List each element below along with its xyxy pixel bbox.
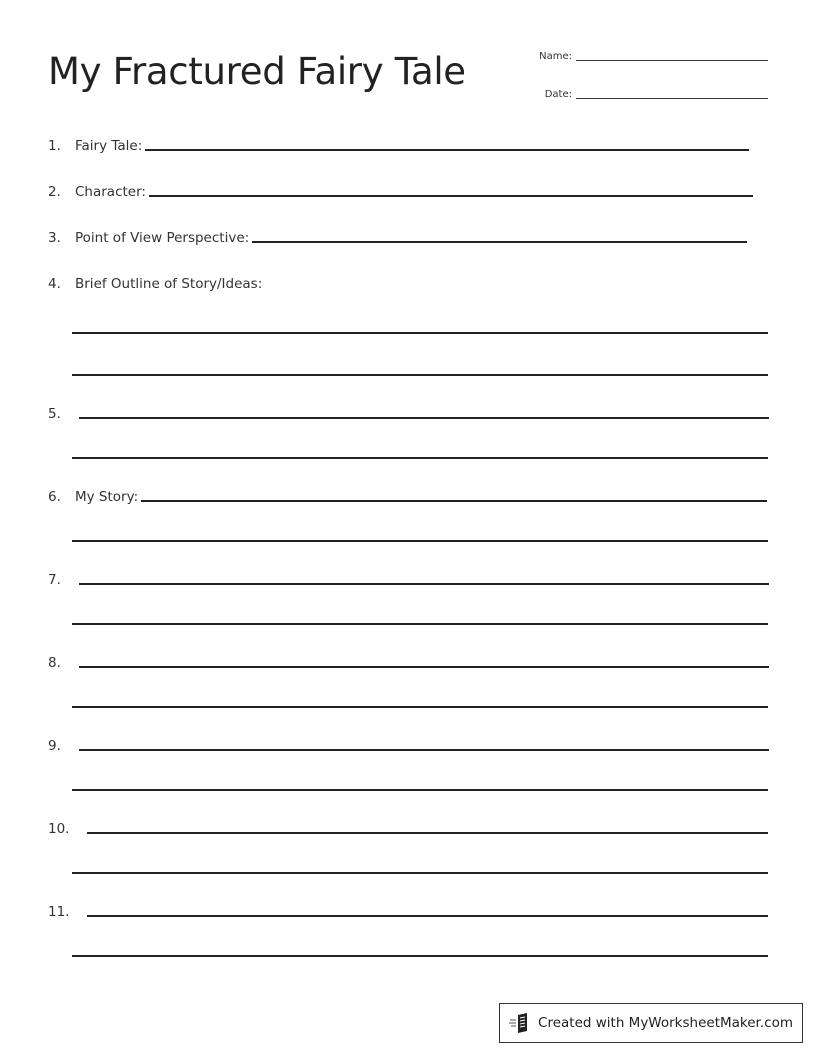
- worksheet-logo-icon: [509, 1013, 531, 1033]
- item-8: [48, 655, 769, 671]
- item-number: 8.: [48, 655, 61, 671]
- writing-line[interactable]: [72, 457, 768, 459]
- writing-line[interactable]: [79, 583, 769, 585]
- item-number: 5.: [48, 406, 61, 422]
- item-5: [48, 406, 769, 422]
- writing-line[interactable]: [79, 666, 769, 668]
- item-number: 4.: [48, 276, 61, 292]
- date-label: Date:: [544, 89, 572, 100]
- writing-line[interactable]: [79, 417, 769, 419]
- item-character: [48, 184, 753, 200]
- item-9: [48, 738, 769, 754]
- writing-line[interactable]: [72, 955, 768, 957]
- item-7: [48, 572, 769, 588]
- my-story-input-line[interactable]: [141, 500, 767, 502]
- point-of-view-input-line[interactable]: [252, 241, 747, 243]
- writing-line[interactable]: [87, 915, 768, 917]
- writing-line[interactable]: [72, 374, 768, 376]
- item-number: 2.: [48, 184, 61, 200]
- name-field[interactable]: [522, 51, 768, 62]
- item-number: 11.: [48, 904, 70, 920]
- writing-line[interactable]: [72, 872, 768, 874]
- footer-badge[interactable]: [499, 1003, 803, 1043]
- item-point-of-view: [48, 230, 747, 246]
- item-10: [48, 821, 768, 837]
- item-fairy-tale: [48, 138, 749, 154]
- name-input-line[interactable]: [576, 60, 768, 61]
- item-my-story: [48, 489, 767, 505]
- page-title: My Fractured Fairy Tale: [48, 50, 466, 93]
- writing-line[interactable]: [72, 789, 768, 791]
- item-number: 3.: [48, 230, 61, 246]
- writing-line[interactable]: [72, 706, 768, 708]
- name-label: Name:: [539, 51, 572, 62]
- character-input-line[interactable]: [149, 195, 753, 197]
- item-number: 1.: [48, 138, 61, 154]
- writing-line[interactable]: [79, 749, 769, 751]
- writing-line[interactable]: [72, 332, 768, 334]
- item-label: Brief Outline of Story/Ideas:: [75, 276, 263, 292]
- item-number: 9.: [48, 738, 61, 754]
- item-label: My Story:: [75, 489, 139, 505]
- date-field[interactable]: [522, 89, 768, 100]
- footer-text: Created with MyWorksheetMaker.com: [538, 1015, 793, 1031]
- date-input-line[interactable]: [576, 98, 768, 99]
- writing-line[interactable]: [87, 832, 768, 834]
- item-label: Fairy Tale:: [75, 138, 143, 154]
- fairy-tale-input-line[interactable]: [145, 149, 749, 151]
- item-11: [48, 904, 768, 920]
- item-number: 6.: [48, 489, 61, 505]
- writing-line[interactable]: [72, 540, 768, 542]
- item-number: 7.: [48, 572, 61, 588]
- writing-line[interactable]: [72, 623, 768, 625]
- item-brief-outline: [48, 276, 265, 292]
- item-label: Character:: [75, 184, 146, 200]
- item-number: 10.: [48, 821, 70, 837]
- item-label: Point of View Perspective:: [75, 230, 250, 246]
